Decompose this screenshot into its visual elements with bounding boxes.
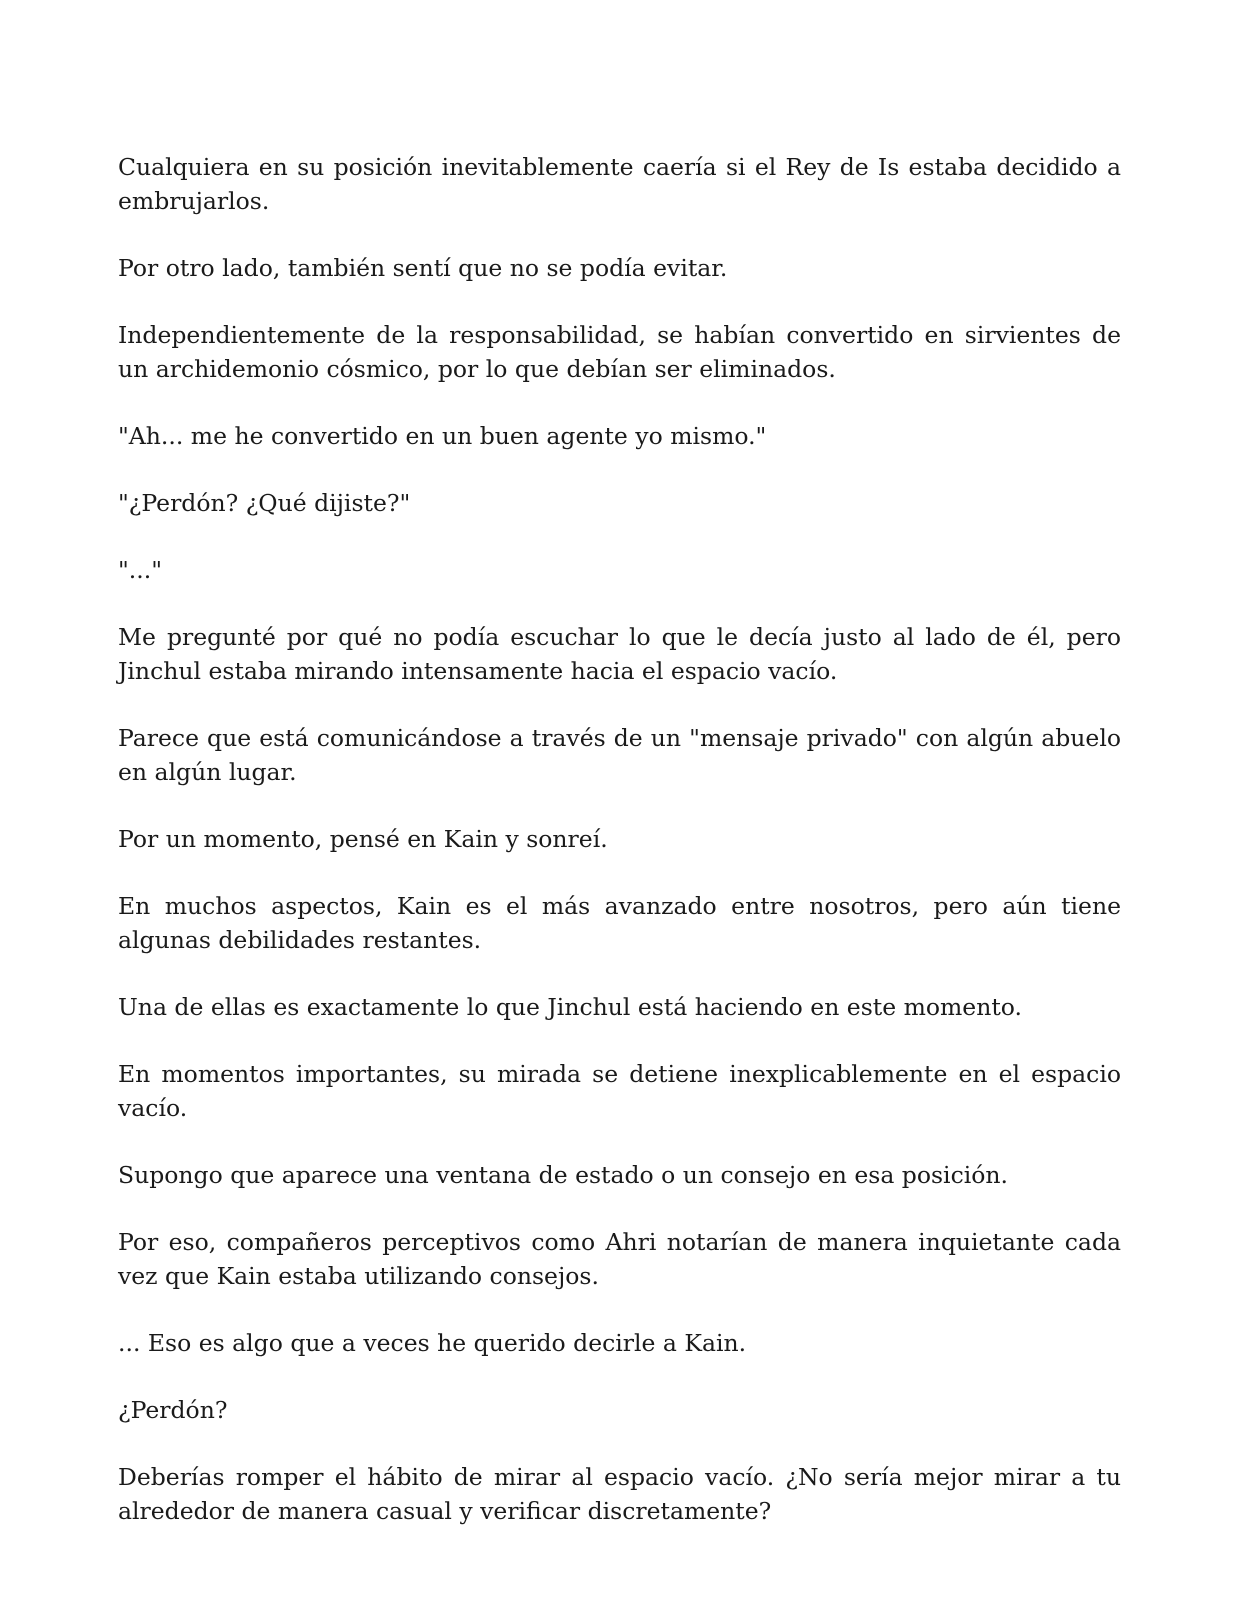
paragraph: Parece que está comunicándose a través de un "mensaje privado" con algún abuelo en algún lugar. <box>118 724 1121 786</box>
paragraph: Una de ellas es exactamente lo que Jinchul está haciendo en este momento. <box>118 993 1022 1021</box>
paragraph: Independientemente de la responsabilidad, se habían convertido en sirvientes de un archidemonio cósmico, por lo que debían ser eliminados. <box>118 321 1121 383</box>
paragraph: Por un momento, pensé en Kain y sonreí. <box>118 825 608 853</box>
paragraph: Deberías romper el hábito de mirar al espacio vacío. ¿No sería mejor mirar a tu alrededor de manera casual y verificar discretamente? <box>118 1463 1121 1525</box>
paragraph: Cualquiera en su posición inevitablemente caería si el Rey de Is estaba decidido a embrujarlos. <box>118 153 1121 215</box>
paragraph: Me pregunté por qué no podía escuchar lo que le decía justo al lado de él, pero Jinchul estaba mirando intensamente hacia el espacio vacío. <box>118 623 1121 685</box>
paragraph: Por otro lado, también sentí que no se podía evitar. <box>118 254 728 282</box>
paragraph: "..." <box>118 556 163 584</box>
paragraph: En muchos aspectos, Kain es el más avanzado entre nosotros, pero aún tiene algunas debilidades restantes. <box>118 892 1121 954</box>
paragraph: Supongo que aparece una ventana de estado o un consejo en esa posición. <box>118 1161 1008 1189</box>
paragraph: "Ah... me he convertido en un buen agente yo mismo." <box>118 422 767 450</box>
paragraph: ... Eso es algo que a veces he querido decirle a Kain. <box>118 1329 747 1357</box>
paragraph: ¿Perdón? <box>118 1396 228 1424</box>
body-text <box>118 150 1121 1528</box>
paragraph: En momentos importantes, su mirada se detiene inexplicablemente en el espacio vacío. <box>118 1060 1121 1122</box>
paragraph: Por eso, compañeros perceptivos como Ahri notarían de manera inquietante cada vez que Kain estaba utilizando consejos. <box>118 1228 1121 1290</box>
paragraph: "¿Perdón? ¿Qué dijiste?" <box>118 489 411 517</box>
